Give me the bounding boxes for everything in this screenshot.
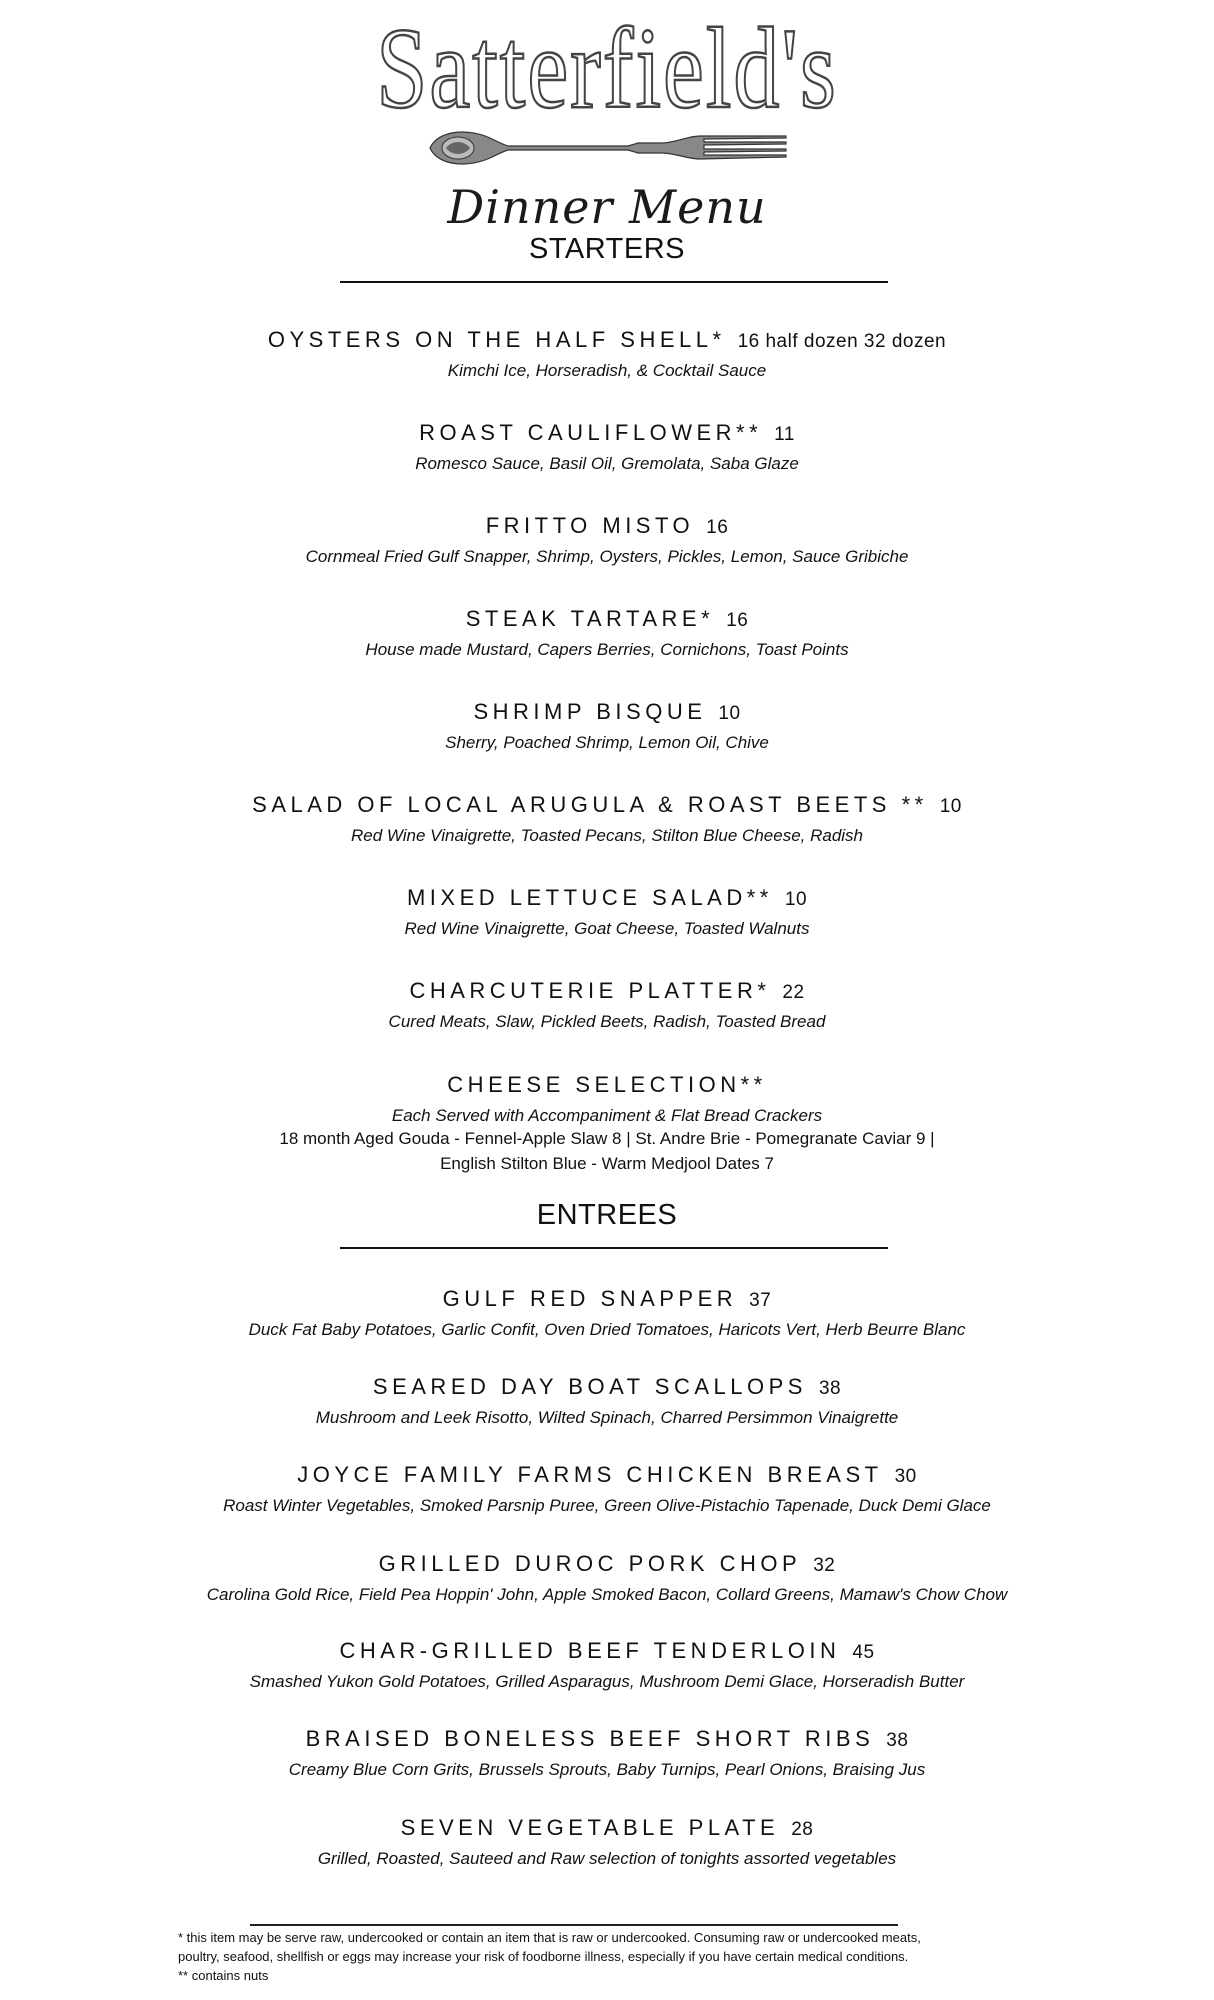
item-name: SALAD OF LOCAL ARUGULA & ROAST BEETS ** bbox=[252, 792, 928, 817]
item-name: FRITTO MISTO bbox=[485, 513, 695, 538]
item-price: 10 bbox=[718, 703, 741, 724]
menu-item bbox=[0, 978, 1214, 1032]
menu-item bbox=[0, 1072, 1214, 1176]
item-name: CHAR-GRILLED BEEF TENDERLOIN bbox=[339, 1638, 841, 1663]
item-description: Romesco Sauce, Basil Oil, Gremolata, Saba Glaze bbox=[415, 454, 799, 473]
item-price: 38 bbox=[818, 1378, 842, 1399]
item-description: Cornmeal Fried Gulf Snapper, Shrimp, Oysters, Pickles, Lemon, Sauce Gribiche bbox=[305, 547, 909, 566]
menu-item bbox=[0, 885, 1214, 939]
item-name: CHEESE SELECTION** bbox=[447, 1072, 767, 1097]
item-description: Red Wine Vinaigrette, Goat Cheese, Toasted Walnuts bbox=[404, 919, 810, 938]
item-name: SEVEN VEGETABLE PLATE bbox=[400, 1815, 780, 1840]
starters-heading: STARTERS bbox=[528, 233, 685, 265]
item-price: 16 half dozen 32 dozen bbox=[737, 331, 947, 352]
item-price: 28 bbox=[791, 1819, 814, 1840]
item-description: Sherry, Poached Shrimp, Lemon Oil, Chive bbox=[445, 733, 769, 752]
raw-food-warning-cont: poultry, seafood, shellfish or eggs may increase your risk of foodborne illness, especially if you have certain medical conditions. bbox=[178, 1949, 909, 1964]
entrees-divider bbox=[340, 1247, 888, 1249]
item-description: House made Mustard, Capers Berries, Cornichons, Toast Points bbox=[365, 640, 849, 659]
item-name: JOYCE FAMILY FARMS CHICKEN BREAST bbox=[297, 1462, 883, 1487]
item-extra-line: English Stilton Blue - Warm Medjool Dates 7 bbox=[440, 1154, 774, 1173]
menu-item bbox=[0, 606, 1214, 660]
fork-icon bbox=[428, 126, 788, 170]
item-name: SEARED DAY BOAT SCALLOPS bbox=[372, 1374, 807, 1399]
item-name: ROAST CAULIFLOWER** bbox=[419, 420, 763, 445]
item-description: Cured Meats, Slaw, Pickled Beets, Radish, Toasted Bread bbox=[388, 1012, 826, 1031]
item-name: CHARCUTERIE PLATTER* bbox=[409, 978, 771, 1003]
item-description: Mushroom and Leek Risotto, Wilted Spinach, Charred Persimmon Vinaigrette bbox=[315, 1408, 899, 1427]
item-name: GULF RED SNAPPER bbox=[442, 1286, 738, 1311]
menu-item bbox=[0, 513, 1214, 567]
item-price: 30 bbox=[894, 1466, 917, 1487]
menu-item bbox=[0, 1551, 1214, 1605]
item-description: Each Served with Accompaniment & Flat Bread Crackers bbox=[391, 1106, 823, 1125]
restaurant-name: Satterfield's bbox=[376, 4, 838, 132]
item-price: 38 bbox=[886, 1730, 909, 1751]
item-name: MIXED LETTUCE SALAD** bbox=[406, 885, 773, 910]
menu-item bbox=[0, 1374, 1214, 1428]
footnotes bbox=[178, 1928, 1078, 1985]
item-price: 10 bbox=[784, 889, 808, 910]
restaurant-logo bbox=[0, 4, 1214, 132]
raw-food-warning: * this item may be serve raw, undercooked or contain an item that is raw or undercooked. Consuming raw or undercooked meats, bbox=[178, 1930, 921, 1945]
menu-item bbox=[0, 1638, 1214, 1692]
item-name: BRAISED BONELESS BEEF SHORT RIBS bbox=[305, 1726, 875, 1751]
item-price: 45 bbox=[852, 1642, 875, 1663]
item-description: Roast Winter Vegetables, Smoked Parsnip Puree, Green Olive-Pistachio Tapenade, Duck Demi Glace bbox=[223, 1496, 991, 1515]
footnote-divider bbox=[250, 1924, 898, 1926]
item-price: 37 bbox=[749, 1290, 772, 1311]
menu-item bbox=[0, 1726, 1214, 1780]
item-name: GRILLED DUROC PORK CHOP bbox=[378, 1551, 802, 1576]
item-description: Carolina Gold Rice, Field Pea Hoppin' John, Apple Smoked Bacon, Collard Greens, Mamaw's Chow Chow bbox=[206, 1585, 1008, 1604]
item-price: 16 bbox=[726, 610, 749, 631]
menu-item bbox=[0, 1815, 1214, 1869]
item-price: 32 bbox=[813, 1555, 836, 1576]
menu-item bbox=[0, 1462, 1214, 1516]
item-description: Creamy Blue Corn Grits, Brussels Sprouts, Baby Turnips, Pearl Onions, Braising Jus bbox=[288, 1760, 926, 1779]
menu-item bbox=[0, 1286, 1214, 1340]
item-description: Red Wine Vinaigrette, Toasted Pecans, Stilton Blue Cheese, Radish bbox=[350, 826, 864, 845]
item-price: 16 bbox=[706, 517, 729, 538]
item-name: OYSTERS ON THE HALF SHELL* bbox=[267, 327, 726, 352]
item-extra-line: 18 month Aged Gouda - Fennel-Apple Slaw 8 | St. Andre Brie - Pomegranate Caviar 9 | bbox=[279, 1129, 935, 1148]
item-name: STEAK TARTARE* bbox=[465, 606, 715, 631]
item-price: 11 bbox=[774, 424, 795, 445]
menu-item bbox=[0, 420, 1214, 474]
item-price: 10 bbox=[939, 796, 962, 817]
item-price: 22 bbox=[782, 982, 805, 1003]
item-description: Kimchi Ice, Horseradish, & Cocktail Sauce bbox=[447, 361, 767, 380]
nuts-note: ** contains nuts bbox=[178, 1968, 269, 1983]
menu-item bbox=[0, 699, 1214, 753]
item-description: Grilled, Roasted, Sauteed and Raw selection of tonights assorted vegetables bbox=[317, 1849, 897, 1868]
menu-item bbox=[0, 792, 1214, 846]
entrees-heading: ENTREES bbox=[536, 1199, 678, 1231]
item-description: Smashed Yukon Gold Potatoes, Grilled Asparagus, Mushroom Demi Glace, Horseradish Butter bbox=[249, 1672, 965, 1691]
menu-title: Dinner Menu bbox=[447, 180, 767, 234]
item-description: Duck Fat Baby Potatoes, Garlic Confit, Oven Dried Tomatoes, Haricots Vert, Herb Beurre Blanc bbox=[248, 1320, 966, 1339]
menu-item bbox=[0, 327, 1214, 381]
item-name: SHRIMP BISQUE bbox=[473, 699, 707, 724]
starters-divider bbox=[340, 281, 888, 283]
